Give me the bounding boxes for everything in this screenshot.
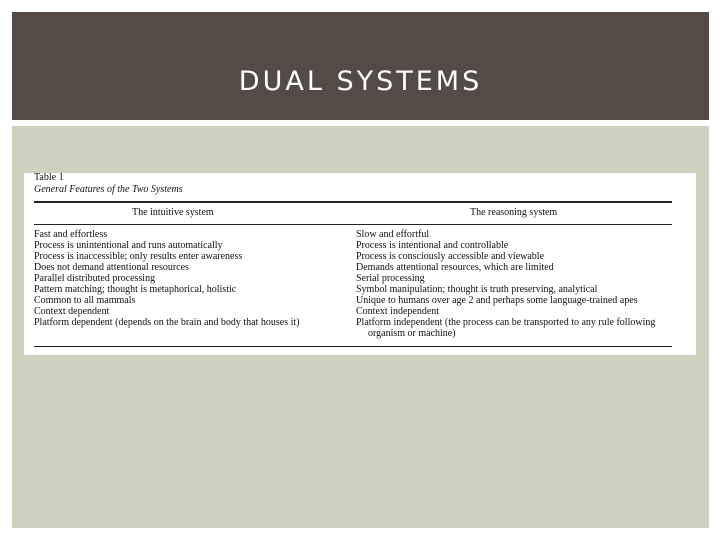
column-header-intuitive: The intuitive system <box>132 207 214 218</box>
table-cell: Fast and effortless <box>34 229 108 240</box>
table-caption: General Features of the Two Systems <box>34 184 183 195</box>
table-cell: Process is intentional and controllable <box>356 240 509 251</box>
table-cell: Does not demand attentional resources <box>34 262 189 273</box>
table-cell: Common to all mammals <box>34 295 136 306</box>
table-cell: Process is unintentional and runs automatically <box>34 240 223 251</box>
table-cell: Context dependent <box>34 306 110 317</box>
table-image <box>24 173 696 355</box>
reasoning-system-column <box>356 229 686 339</box>
table-label: Table 1 <box>34 172 64 183</box>
table-cell: Platform dependent (depends on the brain and body that houses it) <box>34 317 300 328</box>
table-cell: Process is consciously accessible and viewable <box>356 251 545 262</box>
title-bar <box>12 12 709 120</box>
slide-title: DUAL SYSTEMS <box>238 66 483 97</box>
table-cell: Unique to humans over age 2 and perhaps some language-trained apes <box>356 295 638 306</box>
table-top-rule <box>34 201 672 203</box>
table-cell: Parallel distributed processing <box>34 273 156 284</box>
table-cell: Platform independent (the process can be transported to any rule following organism or machine) <box>356 317 656 339</box>
table-cell: Serial processing <box>356 273 425 284</box>
table-cell: Process is inaccessible; only results enter awareness <box>34 251 243 262</box>
table-bottom-rule <box>34 346 672 347</box>
column-header-reasoning: The reasoning system <box>470 207 558 218</box>
table-cell: Demands attentional resources, which are limited <box>356 262 554 273</box>
table-cell: Context independent <box>356 306 440 317</box>
table-header-rule <box>34 224 672 225</box>
table-cell: Symbol manipulation; thought is truth preserving, analytical <box>356 284 598 295</box>
intuitive-system-column <box>34 229 354 328</box>
table-cell: Slow and effortful <box>356 229 430 240</box>
table-cell: Pattern matching; thought is metaphorical, holistic <box>34 284 237 295</box>
